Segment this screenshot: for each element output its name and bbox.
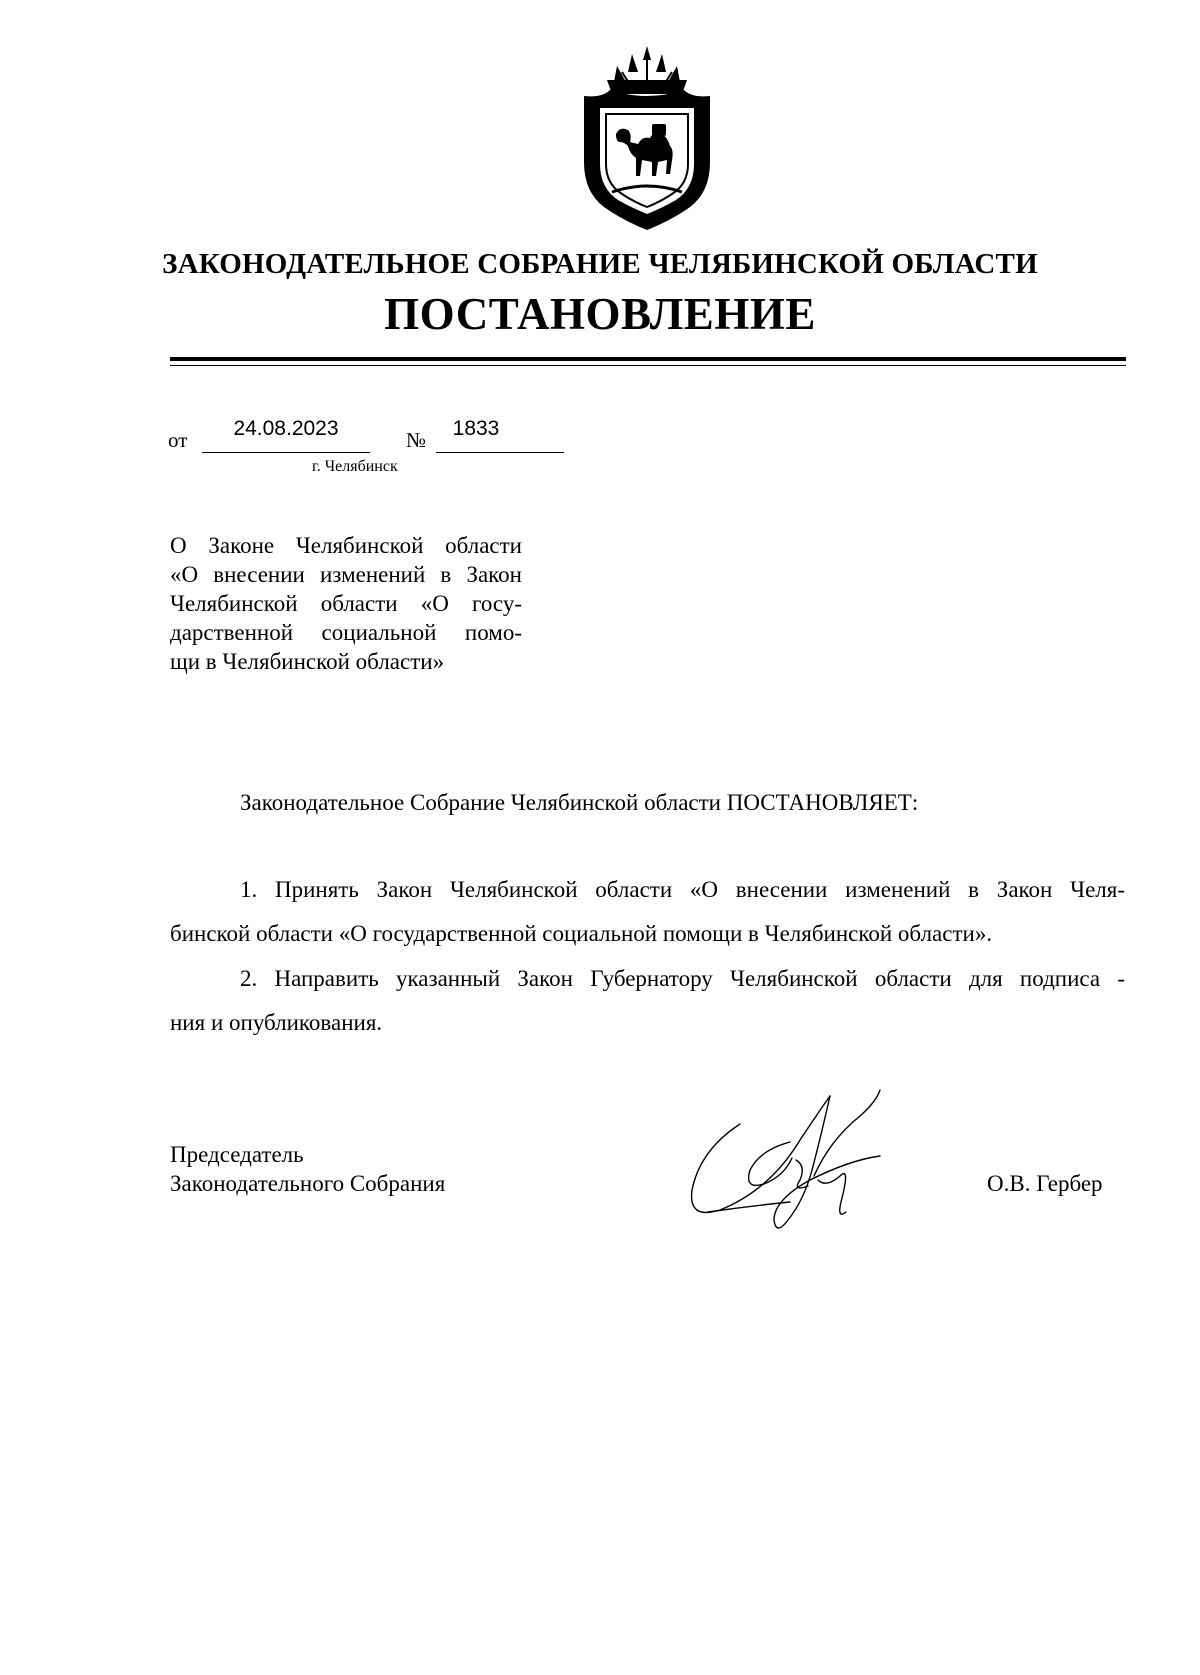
signer-title-line-2: Законодательного Собрания <box>170 1171 446 1196</box>
paragraph-2-line-1: 2. Направить указанный Закон Губернатору Челябинской области для подписа - <box>240 966 1125 991</box>
resolves-statement: Законодательное Собрание Челябинской области ПОСТАНОВЛЯЕТ: <box>240 790 919 815</box>
document-number: 1833 <box>452 417 500 440</box>
paragraph-1-line-2: бинской области «О государственной социальной помощи в Челябинской области». <box>170 921 993 946</box>
document-subject <box>170 531 522 676</box>
date-label: от <box>168 428 188 452</box>
subject-line: «О внесении изменений в Закон <box>170 562 522 587</box>
subject-line: О Законе Челябинской области <box>170 533 522 558</box>
coat-of-arms-icon <box>572 42 722 232</box>
date-underline <box>202 452 370 453</box>
paragraph-1-line-1: 1. Принять Закон Челябинской области «О внесении изменений в Закон Челя- <box>240 877 1125 902</box>
document-date: 24.08.2023 <box>233 417 339 440</box>
subject-line: щи в Челябинской области» <box>170 649 445 674</box>
number-label: № <box>406 428 427 452</box>
handwritten-signature-icon <box>680 1080 920 1240</box>
subject-line: дарственной социальной помо- <box>170 620 522 645</box>
header-rule-thick <box>170 357 1126 361</box>
organization-title: ЗАКОНОДАТЕЛЬНОЕ СОБРАНИЕ ЧЕЛЯБИНСКОЙ ОБЛАСТИ <box>162 248 1038 280</box>
city: г. Челябинск <box>312 458 398 475</box>
signer-name: О.В. Гербер <box>987 1171 1103 1196</box>
header-rule-thin <box>170 365 1126 366</box>
paragraph-2-line-2: ния и опубликования. <box>170 1010 383 1035</box>
number-underline <box>436 452 564 453</box>
signer-title-line-1: Председатель <box>170 1142 304 1167</box>
subject-line: Челябинской области «О госу- <box>170 591 522 616</box>
document-type-title: ПОСТАНОВЛЕНИЕ <box>384 289 816 339</box>
